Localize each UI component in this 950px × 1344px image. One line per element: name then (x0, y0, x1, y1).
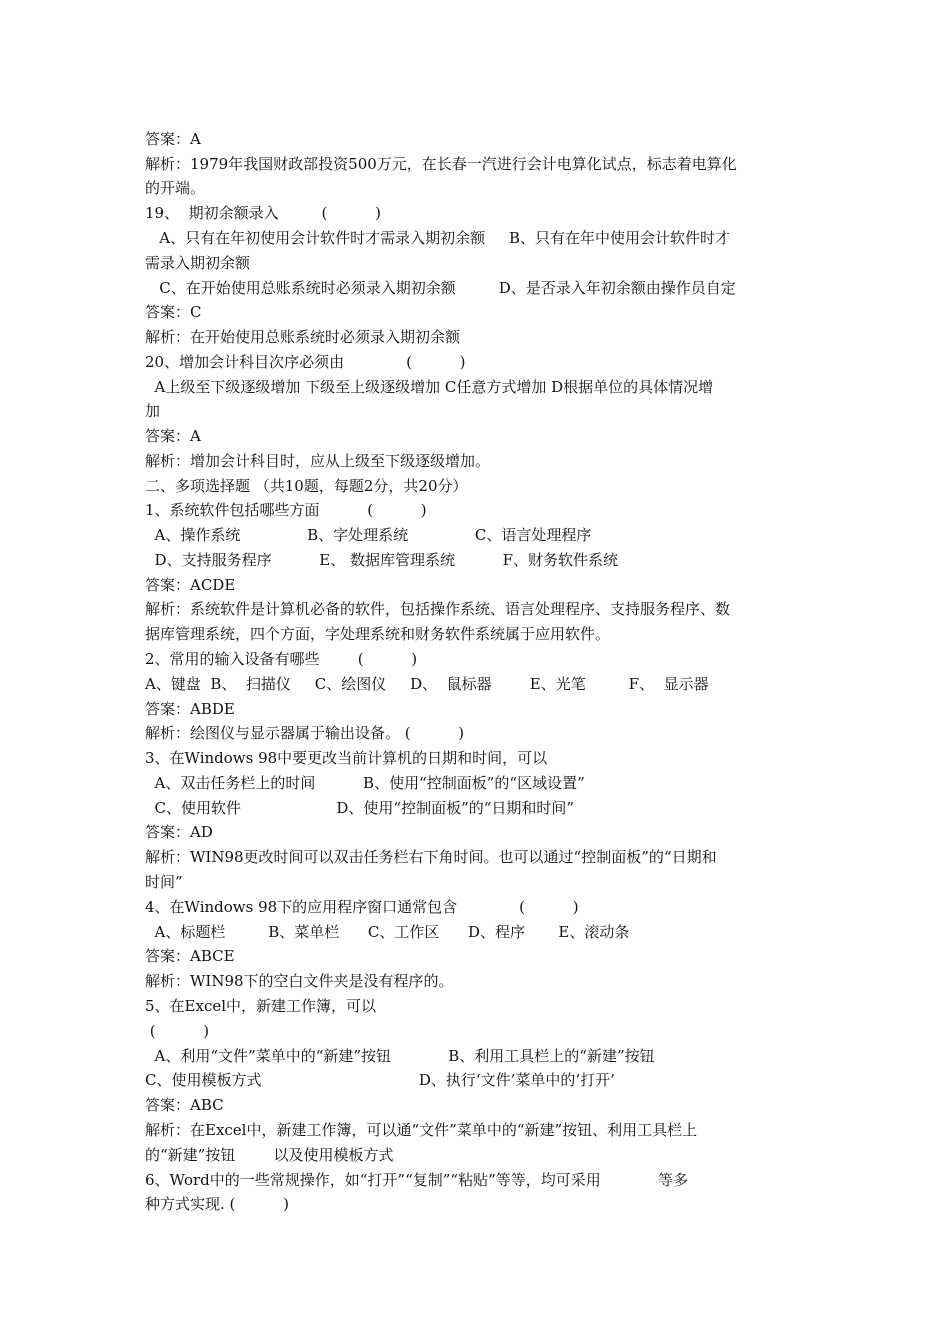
text-line: 20、增加会计科目次序必须由 ( ) (145, 353, 466, 371)
text-line: 4、在Windows 98下的应用程序窗口通常包含 ( ) (145, 898, 579, 916)
text-line: 解析：WIN98更改时间可以双击任务栏右下角时间。也可以通过“控制面板”的“日期和 (145, 848, 717, 866)
text-line: 答案：C (145, 303, 202, 321)
text-line: 答案：AD (145, 823, 213, 841)
text-line: 答案：A (145, 427, 201, 445)
text-line: 解析：在开始使用总账系统时必须录入期初余额 (145, 328, 461, 346)
text-line: 加 (145, 402, 161, 420)
text-line: A、键盘 B、 扫描仪 C、绘图仪 D、 鼠标器 E、光笔 F、 显示器 (145, 675, 709, 693)
text-line: 二、多项选择题 （共10题，每题2分，共20分） (145, 477, 468, 495)
text-line: 2、常用的输入设备有哪些 ( ) (145, 650, 418, 668)
text-line: 答案：A (145, 130, 201, 148)
text-line: 5、在Excel中，新建工作簿，可以 (145, 997, 377, 1015)
text-line: A、操作系统 B、字处理系统 C、语言处理程序 (145, 526, 592, 544)
text-line: A、利用“文件”菜单中的“新建”按钮 B、利用工具栏上的“新建”按钮 (145, 1047, 655, 1065)
text-line: 的开端。 (145, 179, 206, 197)
text-line: D、支持服务程序 E、 数据库管理系统 F、财务软件系统 (145, 551, 619, 569)
text-line: 答案：ABCE (145, 947, 235, 965)
text-line: 时间” (145, 873, 183, 891)
text-line: 据库管理系统，四个方面，字处理系统和财务软件系统属于应用软件。 (145, 625, 611, 643)
text-line: 解析：在Excel中，新建工作簿，可以通“文件”菜单中的“新建”按钮、利用工具栏上 (145, 1121, 698, 1139)
text-line: 解析：绘图仪与显示器属于输出设备。 ( ) (145, 724, 465, 742)
text-line: 的“新建”按钮 以及使用模板方式 (145, 1146, 394, 1164)
text-line: A上级至下级逐级增加 下级至上级逐级增加 C任意方式增加 D根据单位的具体情况增 (145, 378, 714, 396)
text-line: 答案：ABDE (145, 700, 235, 718)
text-line: 种方式实现. ( ) (145, 1195, 289, 1213)
text-line: 3、在Windows 98中要更改当前计算机的日期和时间，可以 (145, 749, 548, 767)
text-line: A、只有在年初使用会计软件时才需录入期初余额 B、只有在年中使用会计软件时才 (145, 229, 731, 247)
text-line: A、双击任务栏上的时间 B、使用“控制面板”的“区域设置” (145, 774, 585, 792)
text-line: 解析：系统软件是计算机必备的软件，包括操作系统、语言处理程序、支持服务程序、数 (145, 600, 731, 618)
text-line: 解析：1979年我国财政部投资500万元，在长春一汽进行会计电算化试点，标志着电算化 (145, 155, 737, 173)
text-line: A、标题栏 B、菜单栏 C、工作区 D、程序 E、滚动条 (145, 923, 630, 941)
text-line: ( ) (145, 1022, 210, 1040)
text-line: 需录入期初余额 (145, 254, 251, 272)
text-line: C、在开始使用总账系统时必须录入期初余额 D、是否录入年初余额由操作员自定 (145, 279, 736, 297)
text-line: 解析：WIN98下的空白文件夹是没有程序的。 (145, 972, 454, 990)
text-line: C、使用软件 D、使用“控制面板”的“日期和时间” (145, 799, 575, 817)
text-line: 6、Word中的一些常规操作，如“打开”“复制”“粘贴”等等，均可采用 等多 (145, 1171, 688, 1189)
text-line: 解析：增加会计科目时，应从上级至下级逐级增加。 (145, 452, 491, 470)
text-line: 1、系统软件包括哪些方面 ( ) (145, 501, 427, 519)
text-line: 答案：ACDE (145, 576, 236, 594)
text-line: 19、 期初余额录入 ( ) (145, 204, 381, 222)
text-line: C、使用模板方式 D、执行‘文件’菜单中的‘打开’ (145, 1071, 615, 1089)
text-line: 答案：ABC (145, 1096, 224, 1114)
